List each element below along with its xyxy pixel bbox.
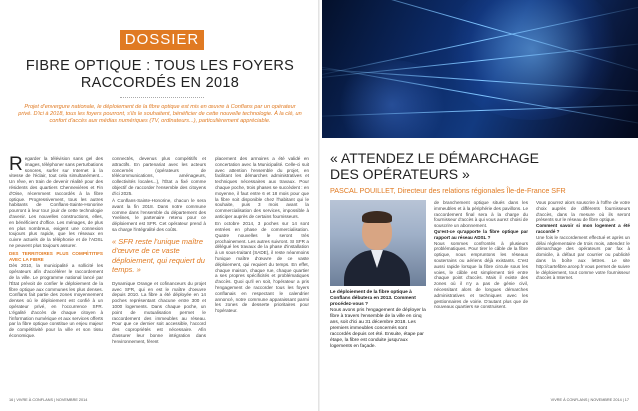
paragraph: placement des armoires a été validé en concertation avec la Municipalité. Celle-ci suit avec attention l'ensemble du projet, en facilitant les démarches administratives et techniques nécessaires aux travaux. Pour chaque poche, trois phases se succèdent : en moyenne, il faut entre 6 et 18 mois pour que la fibre soit disponible chez l'habitant qui le souhaite, puis 3 mois avant la commercialisation des services, impossible à anticiper auprès de certains fournisseurs. (215, 156, 309, 219)
page-footer-right: VIVRE À CONFLANS | NOVEMBRE 2014 | 17 (550, 398, 629, 402)
article-title (10, 58, 310, 92)
light-glow (442, 0, 622, 120)
portrait-hair (362, 211, 392, 223)
page-footer-left: 16 | VIVRE À CONFLANS | NOVEMBRE 2014 (9, 398, 88, 402)
interview-question: Qu'est-ce qu'apporte la fibre optique par rapport au réseau ADSL ? (434, 228, 528, 240)
article-title-line2: RACCORDÉS EN 2018 (80, 75, 240, 91)
interview-column-2 (434, 200, 528, 392)
article-title-line1: FIBRE OPTIQUE : TOUS LES FOYERS (25, 58, 295, 74)
article-body (9, 156, 309, 392)
interview-headline (330, 150, 630, 182)
interview-column-3 (536, 200, 630, 392)
interview-leadin (330, 290, 426, 350)
paragraph: À Conflans-Sainte-Honorine, chacun le sera avant la fin 2018. Dans notre commune comme dans l'ensemble du département des Yvelines, le partenaire retenu pour ce déploiement est SFR. Cet opérateur prend à sa charge l'intégralité des coûts. (112, 198, 206, 233)
paragraph: Dès 2010, la municipalité a sollicité les opérateurs afin d'accélérer le raccordement de la ville. Le programme national lancé par l'État prévoit de confier le déploiement de la fibre optique aux communes les plus denses. Conflans fait partie des zones moyennement denses où le déploiement est confié à un opérateur privé, en l'occurrence SFR. L'égalité d'accès de chaque citoyen à l'information numérique et aux services offerts par la fibre optique constitue un enjeu majeur de compétitivité pour la ville et son tissu économique. (9, 263, 103, 338)
article-column-2 (112, 156, 206, 392)
interview-question: Le déploiement de la fibre optique à Conflans débutera en 2013. Comment procédez-vous ? (330, 290, 416, 307)
paragraph: En octobre 2014, 3 poches sur 14 sont entrées en phase de commercialisation. Quatre nouvelles le seront très prochainement. Les autres suivront. SI SFR a délégué les travaux de la phase d'installation à un sous-traitant (SADE), il reste néanmoins l'unique maître d'œuvre de ce vaste déploiement, qui requiert du temps. En effet, chaque maison, chaque rue, chaque quartier a ses propres spécificités et problématiques d'accès. Quoi qu'il en soit, l'opérateur a pris l'engagement de raccorder tous les foyers conflanais en respectant le calendrier annoncé, notre commune apparaissant parmi les zones de desserte prioritaires pour l'opérateur. (215, 221, 309, 314)
article-column-1 (9, 156, 103, 392)
interview-byline: PASCAL POUILLET, Directeur des relations régionales Île-de-France SFR (330, 186, 566, 195)
portrait-photo (330, 200, 426, 286)
interview-headline-line2: DES OPÉRATEURS » (330, 166, 470, 182)
paragraph: Nous avons pris l'engagement de déployer la fibre à travers l'ensemble de la ville en cinq ans, soit d'ici au 31 décembre 2018. Les premiers immeubles concernés sont raccordés depuis cet été. Ensuite, étape par étape, la fibre est conduite jusqu'aux logements en façade. (330, 308, 426, 349)
paragraph: Vous pourrez alors souscrire à l'offre de votre choix auprès de différents fournisseurs d'accès, dans la mesure où ils seront présents sur le réseau de fibre optique. (536, 200, 630, 223)
article-subhead: DES TERRITOIRES PLUS COMPÉTITIFS AVEC LA FIBRE (9, 250, 103, 262)
article-chapo: Projet d'envergure nationale, le déploiement de la fibre optique est mis en œuvre à Conflans par un opérateur privé. D'ici à 2018, tous les foyers pourront, s'ils le souhaitent, bénéficier de cette nouvelle technologie. À la clé, un confort d'accès aux médias numériques (TV, ordinateurs...), particulièrement appréciable. (18, 104, 302, 125)
interview-headline-line1: « ATTENDEZ LE DÉMARCHAGE (330, 150, 540, 166)
drop-cap: R (9, 156, 23, 175)
paragraph: connectés, devenus plus compétitifs et attractifs. En partenariat avec les acteurs concernés (opérateurs de télécommunications, aménageurs, collectivités locales...), l'État a fixé comme objectif de raccorder l'ensemble des citoyens d'ici 2025. (112, 156, 206, 196)
page-gutter (318, 0, 320, 411)
paragraph: Nous sommes confrontés à plusieurs problématiques. Pour tirer le câble de la fibre optique, nous empruntons les réseaux souterrains ou aériens déjà existants. C'est aussi rapide lorsque la fibre circule sous les voies, le câble est simplement tiré entre chaque point d'accès. Mais il existe des zones où il n'y a pas de génie civil, nécessitant alors de longues démarches administratives et techniques avec les gestionnaires de voirie. D'autant plus que de nouveaux quartiers se construisent. (434, 240, 528, 310)
fiber-optic-photo (322, 0, 638, 138)
pull-quote: « SFR reste l'unique maître d'œuvre de ce vaste déploiement, qui requiert du temps. » (112, 236, 205, 275)
article-column-3 (215, 156, 309, 392)
dossier-kicker: DOSSIER (120, 30, 204, 50)
paragraph: egarder la télévision sans gel des images, téléphoner sans perturbations sonores, surfer sur Internet à la vitesse de l'éclair, tout cela simultanément... Un rêve, en train de devenir réalité pour des résidents des quartiers Chennevières et Fin d'Oise, récemment raccordés à la fibre optique. Progressivement, tous les autres habitants de Conflans-Sainte-Honorine pourront à leur tour jouir de cette technologie d'avenir. Les nouvelles constructions, elles, en bénéficient d'office. Les ménages, de plus en plus nombreux, exigent une connexion toujours plus rapide, que les réseaux en cuivre actuels de la téléphonie et de l'ADSL ne peuvent plus toujours assurer. (9, 156, 103, 248)
paragraph: Une fois le raccordement effectué et après un délai réglementaire de trois mois, attendez le démarchage des opérateurs par fax à domicile, à défaut par courrier ou publicité dans la boîte aux lettres. Le site http://cartefibre.arcep.fr vous permet de suivre le déploiement, tout comme votre fournisseur d'accès à Internet. (536, 234, 630, 281)
paragraph: de branchement optique situés dans les immeubles et à la périphérie des pavillons. Le raccordement final sera à la charge du fournisseur d'accès à qui vous aurez choisi de souscrire un abonnement. (434, 200, 528, 229)
paragraph: Dynamique Orange et cofinanceurs du projet avec SFR, qui en est le maître d'oeuvre depuis 2010. La fibre a été déployée en 14 poches représentant chacune entre 300 et 1000 logements. Dans chaque poche, un point de mutualisation permet le raccordement des immeubles au réseau. Pour que ce dernier soit accessible, l'accord des copropriétés est nécessaire. Afin d'assurer leur bonne intégration dans l'environnement, fèrent (112, 280, 206, 344)
title-divider (120, 97, 204, 98)
interview-question: Comment savoir si mon logement a été raccordé ? (536, 223, 630, 234)
